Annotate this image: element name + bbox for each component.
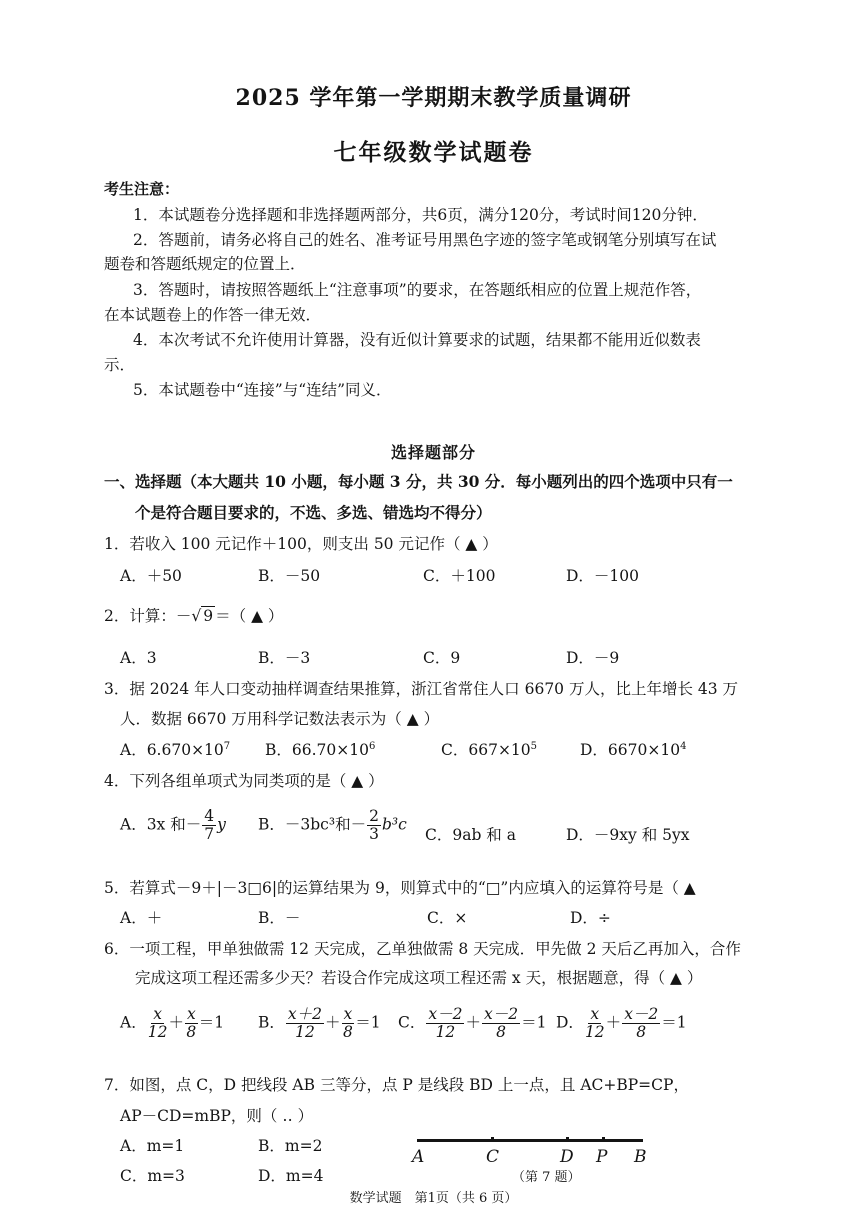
q4-option-b: B．－3bc³和－ $\frac{2}{3}$ b³c <box>258 807 407 844</box>
q2-radicand: 9 <box>203 607 214 625</box>
notice-line-5: 5．本试题卷中“连接”与“连结”同义． <box>133 381 392 399</box>
q6-stem-b: 完成这项工程还需多少天？若设合作完成这项工程还需 x 天，根据题意，得（ ▲ ） <box>135 969 703 987</box>
exam-title: 2025 学年第一学期期末教学质量调研 <box>235 85 632 111</box>
notice-line-4a: 4．本次考试不允许使用计算器，没有近似计算要求的试题，结果都不能用近似数表 <box>133 331 701 349</box>
q7-option-b: B．m=2 <box>258 1137 323 1155</box>
q7-stem-b: AP－CD=mBP，则（ ‥ ） <box>120 1107 314 1125</box>
q7-point-b: B <box>634 1147 647 1167</box>
q7-point-a: A <box>412 1147 425 1167</box>
notice-heading: 考生注意： <box>104 180 180 198</box>
q7-tick-c <box>491 1137 494 1142</box>
q4-option-d: D．－9xy 和 5yx <box>566 826 690 844</box>
q7-tick-d <box>566 1137 569 1142</box>
notice-line-1: 1．本试题卷分选择题和非选择题两部分，共6页，满分120分，考试时间120分钟． <box>133 206 708 224</box>
q5-stem: 5．若算式－9＋|－3□6|的运算结果为 9，则算式中的“□”内应填入的运算符号是（ ▲ <box>104 879 696 897</box>
q3-option-a: A．$6.670\times 10^7$ <box>120 740 231 759</box>
q5-option-b: B．－ <box>258 909 301 927</box>
q7-point-c: C <box>486 1147 500 1167</box>
section-intro-a: 一、选择题（本大题共 10 小题，每小题 3 分，共 30 分．每小题列出的四个选项中只有一 <box>104 472 733 491</box>
q7-tick-p <box>602 1137 605 1142</box>
q5-option-c: C．× <box>427 909 468 927</box>
q6-option-a: A． $\frac{x}{12}$ ＋ $\frac{x}{8}$ ＝1 <box>120 1005 225 1042</box>
q3-stem-b: 人．数据 6670 万用科学记数法表示为（ ▲ ） <box>120 710 440 728</box>
q2-option-a: A．3 <box>120 649 157 667</box>
q4-stem: 4．下列各组单项式为同类项的是（ ▲ ） <box>104 772 384 790</box>
q3-option-b: B．$66.70\times 10^6$ <box>265 740 376 759</box>
q3-option-d: D．$6670\times 10^4$ <box>580 740 687 759</box>
q1-option-b: B．－50 <box>258 567 321 585</box>
q1-option-c: C．＋100 <box>423 567 496 585</box>
q7-point-d: D <box>560 1147 574 1167</box>
q3-stem-a: 3．据 2024 年人口变动抽样调查结果推算，浙江省常住人口 6670 万人，比上年增长 43 万 <box>104 680 739 698</box>
exam-subtitle: 七年级数学试题卷 <box>333 139 534 166</box>
notice-line-2a: 2．答题前，请务必将自己的姓名、准考证号用黑色字迹的签字笔或钢笔分别填写在试 <box>133 231 717 249</box>
q7-figure-caption: （第 7 题） <box>512 1170 581 1185</box>
q5-option-d: D．÷ <box>570 909 611 927</box>
q2-stem: 2．计算：－√ 9 ＝（ ▲ ） <box>104 607 284 625</box>
q7-option-a: A．m=1 <box>120 1137 185 1155</box>
q1-option-d: D．－100 <box>566 567 640 585</box>
q5-option-a: A．＋ <box>120 909 163 927</box>
q6-option-c: C． $\frac{x-2}{12}$ ＋ $\frac{x-2}{8}$ ＝1 <box>398 1005 547 1042</box>
q6-option-d: D． $\frac{x}{12}$ ＋ $\frac{x-2}{8}$ ＝1 <box>556 1005 687 1042</box>
q7-option-c: C．m=3 <box>120 1167 185 1185</box>
notice-line-2b: 题卷和答题纸规定的位置上． <box>104 255 306 273</box>
q1-stem: 1．若收入 100 元记作＋100，则支出 50 元记作（ ▲ ） <box>104 535 498 553</box>
q3-option-c: C．$667\times 10^5$ <box>441 740 538 759</box>
q2-option-b: B．－3 <box>258 649 311 667</box>
section-intro-b: 个是符合题目要求的，不选、多选、错选均不得分） <box>135 503 492 522</box>
q4-option-a: A．3x 和－ $\frac{4}{7}$ y <box>120 807 226 844</box>
q4-option-c: C．9ab 和 a <box>425 826 516 844</box>
q6-option-b: B． $\frac{x+2}{12}$ ＋ $\frac{x}{8}$ ＝1 <box>258 1005 381 1042</box>
notice-line-4b: 示． <box>104 356 136 374</box>
q7-segment-ab <box>417 1139 643 1142</box>
q7-option-d: D．m=4 <box>258 1167 324 1185</box>
page-footer: 数学试题 第1页（共 6 页） <box>349 1191 518 1206</box>
q7-point-p: P <box>596 1147 608 1167</box>
notice-line-3b: 在本试题卷上的作答一律无效． <box>104 306 322 324</box>
notice-line-3a: 3．答题时，请按照答题纸上“注意事项”的要求，在答题纸相应的位置上规范作答， <box>133 281 702 299</box>
q2-option-c: C．9 <box>423 649 461 667</box>
q7-stem-a: 7．如图，点 C，D 把线段 AB 三等分，点 P 是线段 BD 上一点，且 AC+BP=CP， <box>104 1076 689 1094</box>
q2-option-d: D．－9 <box>566 649 620 667</box>
q1-option-a: A．＋50 <box>120 567 182 585</box>
q6-stem-a: 6．一项工程，甲单独做需 12 天完成，乙单独做需 8 天完成．甲先做 2 天后乙再加入，合作 <box>104 940 741 958</box>
section-title: 选择题部分 <box>390 443 476 462</box>
